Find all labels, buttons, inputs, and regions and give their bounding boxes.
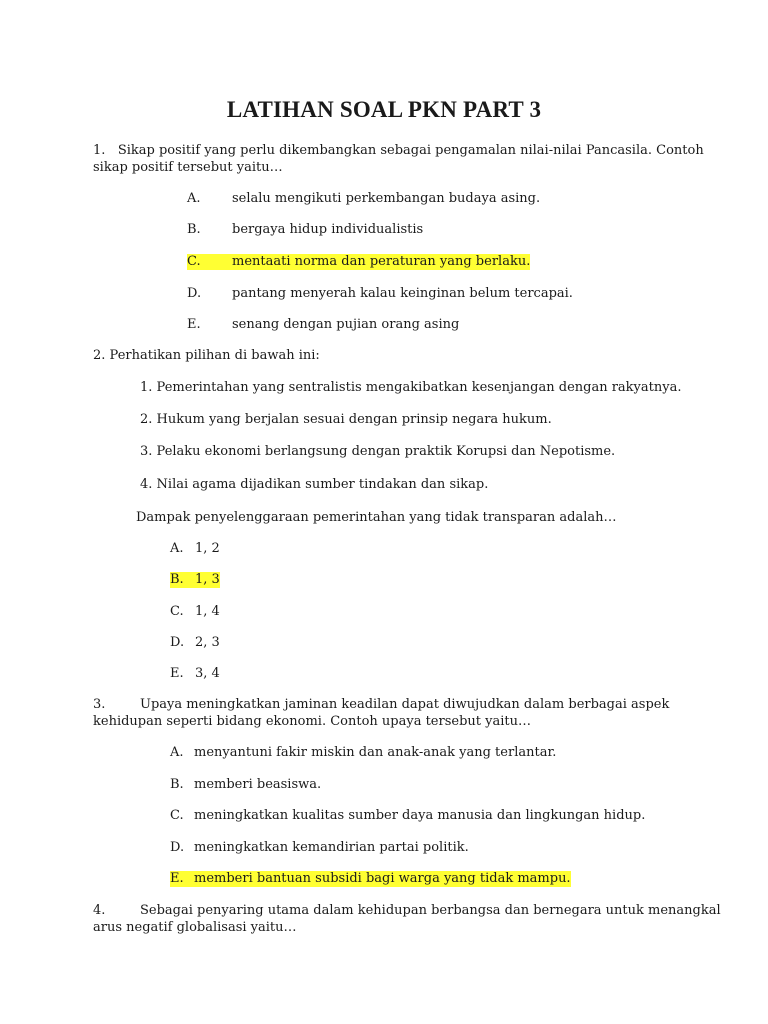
q1-option-a-text: selalu mengikuti perkembangan budaya asing. [232,191,541,206]
q2-option-b-letter: B. [170,572,184,587]
q3-option-a-text: menyantuni fakir miskin dan anak-anak yang terlantar. [194,745,557,760]
q3-option-a [170,745,556,761]
q1-option-a [187,191,540,207]
q3-option-b-letter: B. [170,777,184,792]
q1-option-e-letter: E. [187,317,201,332]
q3-line1 [93,697,669,713]
q2-option-e-text: 3, 4 [195,666,220,681]
q4-text-line2: arus negatif globalisasi yaitu… [93,920,297,935]
q2-option-c [170,604,220,620]
q1-option-b [187,222,423,238]
q4-number: 4. [93,903,106,918]
q1-option-c-text: mentaati norma dan peraturan yang berlaku. [232,254,531,269]
q2-option-b-highlighted [170,572,220,588]
q4-text-line1: Sebagai penyaring utama dalam kehidupan berbangsa dan bernegara untuk menangkal [140,903,721,918]
q2-option-d-text: 2, 3 [195,635,220,650]
q3-option-e-text: memberi bantuan subsidi bagi warga yang tidak mampu. [194,871,571,886]
q2-question: Dampak penyelenggaraan pemerintahan yang tidak transparan adalah… [136,510,617,525]
q2-item-3: 3. Pelaku ekonomi berlangsung dengan praktik Korupsi dan Nepotisme. [140,444,616,459]
q2-option-e [170,666,220,682]
q2-option-c-letter: C. [170,604,184,619]
q2-option-a [170,541,220,557]
q1-option-d [187,286,573,302]
q1-option-d-letter: D. [187,286,202,301]
q3-number: 3. [93,697,106,712]
q2-option-d-letter: D. [170,635,185,650]
q2-item-2: 2. Hukum yang berjalan sesuai dengan prinsip negara hukum. [140,412,552,427]
q1-option-b-letter: B. [187,222,201,237]
q3-text-line2: kehidupan seperti bidang ekonomi. Contoh upaya tersebut yaitu… [93,714,531,729]
q3-option-e-highlighted [170,871,571,887]
q4-line1 [93,903,721,919]
q3-option-e-letter: E. [170,871,184,886]
q3-option-d-letter: D. [170,840,185,855]
q2-option-a-letter: A. [170,541,184,556]
q1-option-c-highlighted [187,254,530,270]
q3-option-d [170,840,469,856]
q2-option-b-text: 1, 3 [195,572,220,587]
q3-option-c-text: meningkatkan kualitas sumber daya manusia dan lingkungan hidup. [194,808,646,823]
q2-option-d [170,635,220,651]
q2-option-e-letter: E. [170,666,184,681]
q2-intro: 2. Perhatikan pilihan di bawah ini: [93,348,320,363]
q3-option-b [170,777,321,793]
q3-option-c-letter: C. [170,808,184,823]
q1-option-c-letter: C. [187,254,201,269]
q3-option-a-letter: A. [170,745,184,760]
q1-line1 [93,143,704,159]
q3-option-c [170,808,645,824]
q2-item-1: 1. Pemerintahan yang sentralistis mengakibatkan kesenjangan dengan rakyatnya. [140,380,682,395]
q3-text-line1: Upaya meningkatkan jaminan keadilan dapat diwujudkan dalam berbagai aspek [140,697,670,712]
q1-text-line1: Sikap positif yang perlu dikembangkan sebagai pengamalan nilai-nilai Pancasila. Contoh [117,143,704,158]
page-title: LATIHAN SOAL PKN PART 3 [226,97,542,122]
q1-option-e [187,317,459,333]
q1-option-e-text: senang dengan pujian orang asing [232,317,460,332]
q1-text-line2: sikap positif tersebut yaitu… [93,160,283,175]
q2-option-c-text: 1, 4 [195,604,220,619]
q1-option-a-letter: A. [187,191,201,206]
q1-option-d-text: pantang menyerah kalau keinginan belum tercapai. [232,286,573,301]
q3-option-d-text: meningkatkan kemandirian partai politik. [194,840,469,855]
q3-option-b-text: memberi beasiswa. [194,777,322,792]
q1-option-b-text: bergaya hidup individualistis [232,222,424,237]
q2-option-a-text: 1, 2 [195,541,220,556]
q2-item-4: 4. Nilai agama dijadikan sumber tindakan dan sikap. [140,477,489,492]
q1-number: 1. [93,143,106,158]
